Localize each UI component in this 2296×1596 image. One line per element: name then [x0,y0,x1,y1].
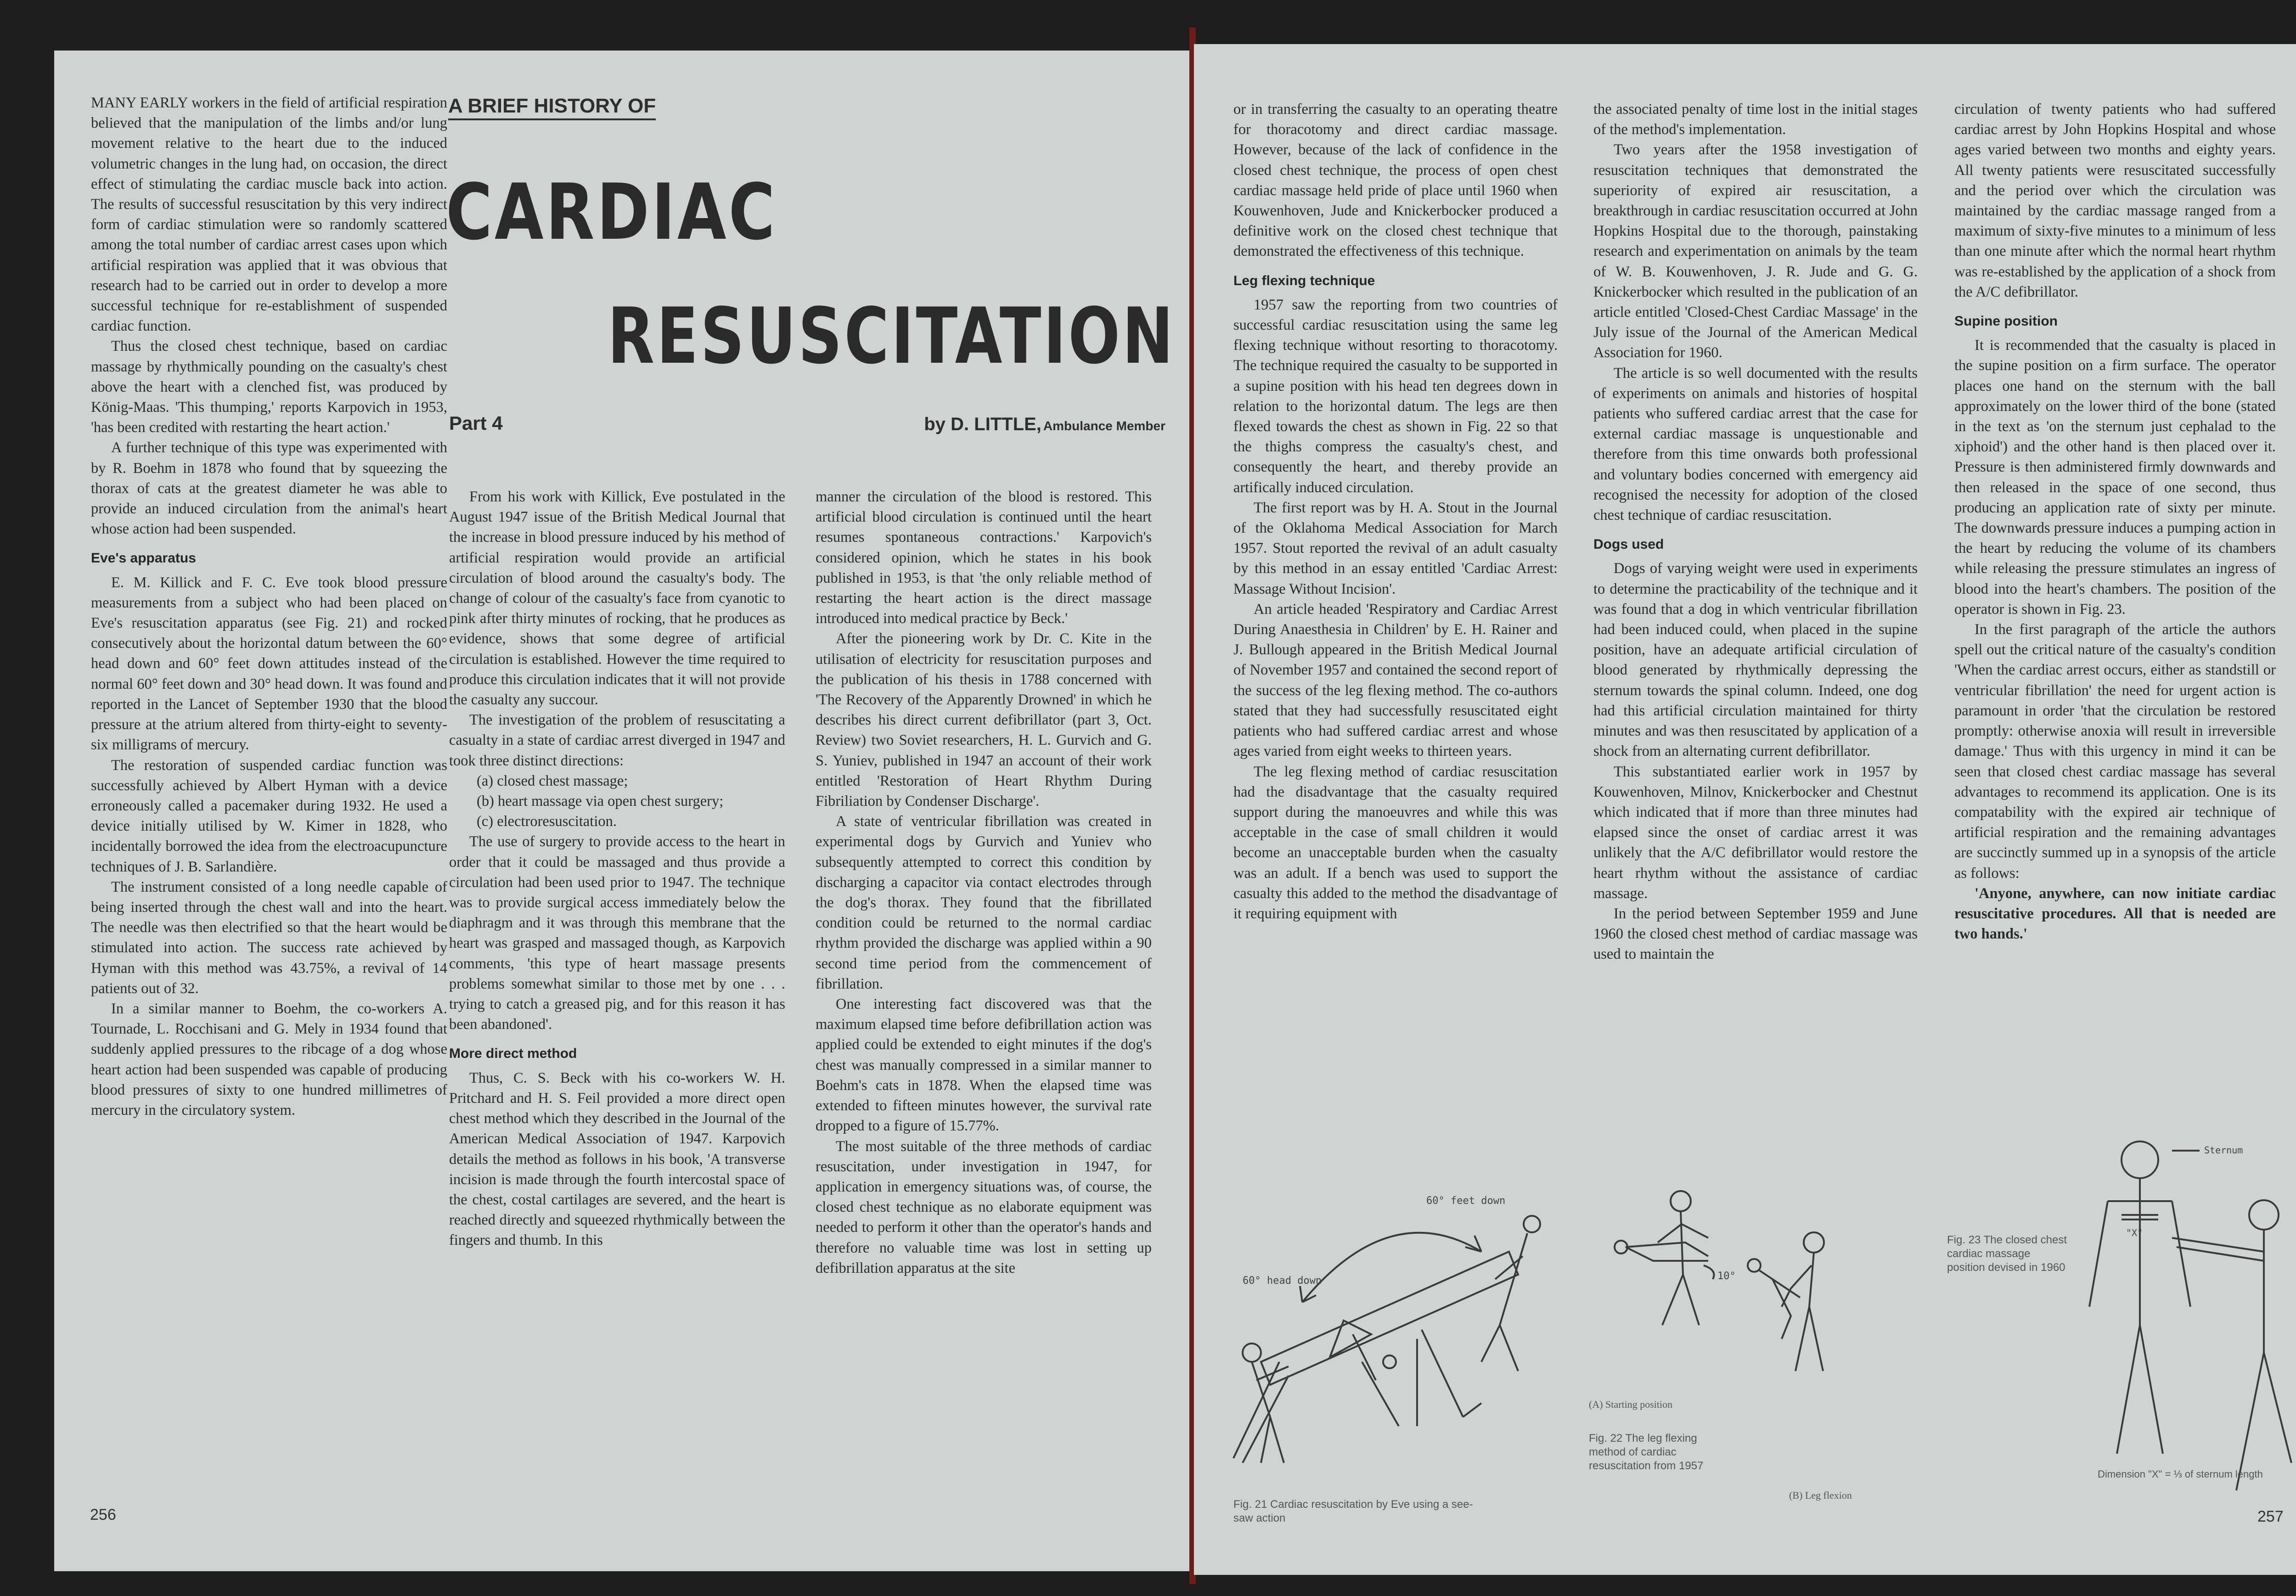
methods-list [449,771,785,832]
right-column-2 [1593,99,1918,965]
left-column-2 [449,487,785,1251]
seesaw-stand [1362,1330,1481,1426]
seesaw-plank [1261,1252,1518,1385]
arrow-heads [1300,1236,1481,1302]
paragraph: In a similar manner to Boehm, the co-workers A. Tournade, L. Rocchisani and G. Mely in 1934 found that suddenly applied pressures to the ribcage of a dog whose heart action had been suspended was capable of producing blood pressures of sixty to one hundred millimetres of mercury in the circulatory system. [91,1000,447,1118]
paragraph: An article headed 'Respiratory and Cardiac Arrest During Anaesthesia in Children' by E. H. Rainer and J. Bullough appeared in the British Medical Journal of November 1957 and contained the second report of the success of the leg flexing method. The co-authors stated that they had successfully resuscitated eight patients who had suffered cardiac arrest and whose ages varied from eight weeks to thirteen years. [1233,601,1558,760]
operator-head [1243,1343,1261,1362]
page-number-right: 257 [2257,1508,2284,1525]
paragraph: Two years after the 1958 investigation of resuscitation techniques that demonstrated the superiority of expired air resuscitation, a breakthrough in cardiac resuscitation occurred at John Hopkins Hospital due to the thorough, painstaking research and experimentation on animals by the team of W. B. Kouwenhoven, J. R. Jude and G. G. Knickerbocker which resulted in the publication of an article entitled 'Closed-Chest Cardiac Massage' in the July issue of the Journal of the American Medical Association for 1960. [1593,141,1918,361]
paragraph: A state of ventricular fibrillation was created in experimental dogs by Gurvich and Yuniev who subsequently attempted to correct this condition by discharging a capacitor via contact electrodes through the dog's thorax. They found that the fibrillated condition could be returned to the normal cardiac rhythm provided the discharge was applied within a 90 second time period from the commencement of fibrillation. [816,813,1152,992]
casualty-b-head [1748,1259,1761,1272]
operator-body [2172,1230,2291,1490]
casualty-a [1626,1242,1708,1261]
rotation-arc [1302,1233,1481,1302]
paragraph: Dogs of varying weight were used in experiments to determine the practicability of the technique and it was found that a dog in which ventricular fibrillation had been induced could, when placed in the supine position, have an adequate artificial circulation of blood generated by rhythmically depressing the sternum towards the spinal column. Indeed, one dog had this artificial circulation maintained for thirty minutes and was then resuscitated by application of a shock from an alternating current defibrillator. [1593,560,1918,760]
seesaw-drawing [1233,1216,1540,1463]
fig22-label-a: (A) Starting position [1589,1399,1673,1410]
section-heading: More direct method [449,1046,577,1062]
figure-22-caption: Fig. 22 The leg flexing method of cardiac resuscitation from 1957 [1589,1432,1704,1472]
section-heading: Dogs used [1593,537,1664,552]
figure-23-dimension: Dimension "X" = ⅓ of sternum length [2098,1468,2263,1480]
paragraph: manner the circulation of the blood is restored. This artificial blood circulation is continued until the heart resumes spontaneous contractions.' Karpovich's considered opinion, which he states in his book published in 1953, is that 'the only reliable method of restarting the heart action is the direct massage introduced into medical practice by Beck.' [816,489,1152,627]
byline [771,414,1165,435]
casualty-head [1524,1216,1540,1232]
closed-chest-drawing [2089,1141,2291,1490]
right-page [1194,44,2296,1575]
paragraph: From his work with Killick, Eve postulated in the August 1947 issue of the British Medical Journal that the increase in blood pressure induced by his method of artificial respiration would provide an artificial circulation of blood around the casualty's body. The change of colour of the casualty's face from cyanotic to pink after thirty minutes of rocking, that he produces as evidence, shows that some degree of artificial circulation is established. However the time required to produce this circulation indicates that it will not provide the casualty any succour. [449,489,785,708]
operator-head [2249,1200,2279,1230]
list-item: (a) closed chest massage; [477,772,628,789]
list-item: (b) heart massage via open chest surgery; [477,793,724,810]
paragraph: Thus the closed chest technique, based on cardiac massage by rhythmically pounding on the casualty's chest above the heart with a clenched fist, was produced by König-Maas. 'This thumping,' reports Karpovich in 1953, 'has been credited with restarting the heart action.' [91,338,447,436]
casualty-a-head [1615,1241,1627,1253]
figure-23-closed-chest [2080,1132,2296,1509]
list-item: (c) electroresuscitation. [477,813,617,830]
seesaw-brace [1353,1334,1376,1380]
casualty-torso [2089,1178,2190,1325]
person-a-head [1671,1191,1691,1211]
right-column-3 [1954,99,2276,944]
paragraph: One interesting fact discovered was that the maximum elapsed time before defibrillation action was applied could be extended to eight minutes if the dog's chest was manually compressed in a similar manner to Boehm's cats in 1878. When the elapsed time was extended to fifteen minutes however, the survival rate dropped to a figure of 15.77%. [816,996,1152,1135]
part-label: Part 4 [449,412,503,434]
casualty-b [1759,1270,1800,1339]
paragraph: The article is so well documented with the results of experiments on animals and histories of hospital patients who suffered cardiac arrest that the case for external cardiac massage is unquestionable and therefore from this time onwards both professional and voluntary bodies concerned with emergency aid recognised the necessity for adoption of the closed chest technique of cardiac resuscitation. [1593,365,1918,524]
paragraph: This substantiated earlier work in 1957 by Kouwenhoven, Milnov, Knickerbocker and Chestnut which indicated that if more than three minutes had elapsed since the onset of cardiac arrest it was unlikely that the A/C defibrillator would restore the heart rhythm without the assistance of cardiac massage. [1593,763,1918,902]
left-column-3 [816,487,1152,1278]
seesaw-pivot [1383,1355,1396,1368]
paragraph: In the period between September 1959 and June 1960 the closed chest method of cardiac massage was used to maintain the [1593,905,1918,963]
paragraph: MANY EARLY workers in the field of artificial respiration believed that the manipulation of the limbs and/or lung movement relative to the heart due to the induced volumetric changes in the lung had, on occasion, the direct effect of stimulating the cardiac muscle back into action. The results of successful resuscitation by this very indirect form of cardiac stimulation were so randomly scattered among the total number of cardiac arrest cases upon which artificial respiration was applied that it was obvious that research had to be carried out in order to develop a more successful technique for re-establishment of suspended cardiac function. [91,95,447,335]
fig21-label-head-down: 60° head down [1243,1275,1322,1287]
paragraph: The most suitable of the three methods of cardiac resuscitation, under investigation in 1947, for application in emergency situations was, of course, the closed chest technique as no elaborate equipment was needed to perform it other than the operator's hands and therefore no valuable time was lost in setting up defibrillation apparatus at the site [816,1138,1152,1276]
left-column-1 [91,93,447,1120]
angle-arc [1704,1265,1714,1279]
article-title-line-2: RESUSCITATION [608,291,1176,381]
section-heading: Supine position [1954,314,2058,329]
article-title-line-1: CARDIAC [446,167,777,257]
paragraph: It is recommended that the casualty is placed in the supine position on a firm surface. The operator places one hand on the sternum with the ball approximately on the lower third of the bone (stated in the text as 'on the sternum just cephalad to the xiphoid') and the other hand is then placed over it. Pressure is then administered firmly downwards and then released in the space of one second, thus producing an application rate of sixty per minute. The downwards pressure induces a pumping action in the heart by reducing the volume of its chambers while releasing the pressure stimulates an ingress of blood into the heart's chambers. The position of the operator is shown in Fig. 23. [1954,337,2276,618]
article-kicker: A BRIEF HISTORY OF [448,95,656,120]
paragraph: In the first paragraph of the article the authors spell out the critical nature of the casualty's condition 'When the cardiac arrest occurs, either as standstill or ventricular fibrillation' the need for urgent action is paramount in order 'that the circulation be restored promptly: otherwise anoxia will result in irreversible damage.' Thus with this urgency in mind it can be seen that closed chest cardiac massage has several advantages to recommend its application. One is its compatability with the expired air technique of artificial respiration and the remaining advantages are succinctly summed up in a synopsis of the article as follows: [1954,621,2276,882]
paragraph: The first report was by H. A. Stout in the Journal of the Oklahoma Medical Association for March 1957. Stout reported the revival of an adult casualty by this method in an essay entitled 'Cardiac Arrest: Massage Without Incision'. [1233,499,1558,597]
byline-author: by D. LITTLE, [924,414,1041,434]
paragraph: The leg flexing method of cardiac resuscitation had the disadvantage that the casualty required support during the manoeuvres and while this was acceptable in the case of small children it would become an unacceptable burden when the casualty was an adult. If a bench was used to support the casualty this added to the method the disadvantage of it requiring equipment with [1233,763,1558,922]
right-column-1 [1233,99,1558,924]
paragraph: Thus, C. S. Beck with his co-workers W. H. Pritchard and H. S. Feil provided a more direct open chest method which they described in the Journal of the American Medical Association of 1947. Karpovich details the method as follows in his book, 'A transverse incision is made through the fourth intercostal space of the chest, costal cartilages are severed, and the heart is reached directly and squeezed rhythmically between the fingers and thumb. In this [449,1069,785,1249]
person-b-head [1804,1232,1824,1253]
person-a-body [1658,1211,1708,1325]
figure-23-caption: Fig. 23 The closed chest cardiac massage position devised in 1960 [1947,1234,2067,1274]
paragraph: the associated penalty of time lost in the initial stages of the method's implementation. [1593,101,1918,138]
fig22-angle-label: 10° [1717,1270,1736,1282]
paragraph: E. M. Killick and F. C. Eve took blood pressure measurements from a subject who had been placed on Eve's resuscitation apparatus (see Fig. 21) and rocked consecutively about the horizontal datum between the 60° head down and 60° feet down attitudes instead of the normal 60° feet down and 30° head down. It was found and reported in the Lancet of September 1930 that the blood pressure at the atrium altered from thirty-eight to seventy-six milligrams of mercury. [91,574,447,753]
paragraph: circulation of twenty patients who had suffered cardiac arrest by John Hopkins Hospital and whose ages varied between two months and eighty years. All twenty patients were resuscitated successfully and the period over which the circulation was maintained by the cardiac massage ranged from a maximum of sixty-five minutes to a minimum of less than one minute after which the normal heart rhythm was re-established by the application of a shock from the A/C defibrillator. [1954,101,2276,300]
paragraph: A further technique of this type was experimented with by R. Boehm in 1878 who found that by squeezing the thorax of cats at the greatest diameter he was able to provide an induced circulation from the animal's heart whose action had been suspended. [91,439,447,538]
seesaw-support [1330,1321,1371,1357]
paragraph: or in transferring the casualty to an operating theatre for thoracotomy and direct cardiac massage. However, because of the lack of confidence in the closed chest technique, the process of open chest cardiac massage held pride of place until 1960 when Kouwenhoven, Jude and Knickerbocker produced a definitive work on the closed chest technique that demonstrated the effectiveness of this technique. [1233,101,1558,260]
fig23-label-sternum: Sternum [2204,1145,2243,1156]
fig22-label-b: (B) Leg flexion [1789,1489,1852,1501]
left-page [54,51,1189,1571]
paragraph: 1957 saw the reporting from two countries of successful cardiac resuscitation using the same leg flexing technique without resorting to thoracotomy. The technique required the casualty to be supported in a supine position with his head ten degrees down in relation to the horizontal datum. The legs are then flexed towards the chest as shown in Fig. 22 so that the thighs compress the casualty's chest, and consequently the heart, and thereby provide an artifically induced circulation. [1233,296,1558,496]
paragraph: The investigation of the problem of resuscitating a casualty in a state of cardiac arrest diverged in 1947 and took three distinct directions: [449,712,785,769]
paragraph: The restoration of suspended cardiac function was successfully achieved by Albert Hyman with a device erroneously called a pacemaker during 1932. He used a device initially utilised by W. Kimer in 1828, who incidentally borrowed the idea from the electroacupuncture techniques of J. B. Sarlandière. [91,757,447,875]
section-heading: Leg flexing technique [1233,273,1375,288]
paragraph: The use of surgery to provide access to the heart in order that it could be massaged and thus provide a circulation had been used prior to 1947. The technique was to provide surgical access immediately below the diaphragm and it was through this membrane that the heart was grasped and massaged though, as Karpovich comments, 'this type of heart massage presents problems somewhat similar to those met by one . . . trying to catch a greased pig, and for this reason it has been abandoned'. [449,833,785,1033]
figure-21-caption: Fig. 21 Cardiac resuscitation by Eve using a see-saw action [1233,1498,1473,1524]
casualty-legs [2117,1325,2163,1454]
casualty-head [2122,1141,2158,1178]
figure-21-seesaw [1224,1187,1573,1490]
byline-role: Ambulance Member [1043,419,1165,433]
fig21-label-feet-down: 60° feet down [1426,1195,1506,1207]
fig23-label-x: "X" [2126,1227,2143,1238]
paragraph: The instrument consisted of a long needle capable of being inserted through the chest wall and into the heart. The needle was then electrified so that the heart would be stimulated into action. The success rate achieved by Hyman with this method was 43.75%, a revival of 14 patients out of 32. [91,878,447,997]
pull-quote: 'Anyone, anywhere, can now initiate cardiac resuscitative procedures. All that is needed are two hands.' [1954,885,2276,943]
section-heading: Eve's apparatus [91,551,196,566]
page-number-left: 256 [90,1506,116,1523]
paragraph: After the pioneering work by Dr. C. Kite in the utilisation of electricity for resuscitation purposes and the publication of his thesis in 1788 concerned with 'The Recovery of the Apparently Drowned' in which he describes his direct current defibrillator (part 3, Oct. Review) two Soviet researchers, H. L. Gurvich and G. S. Yuniev, published in 1947 an account of their work entitled 'Restoration of Heart Rhythm During Fibriliation by Condenser Discharge'. [816,630,1152,810]
